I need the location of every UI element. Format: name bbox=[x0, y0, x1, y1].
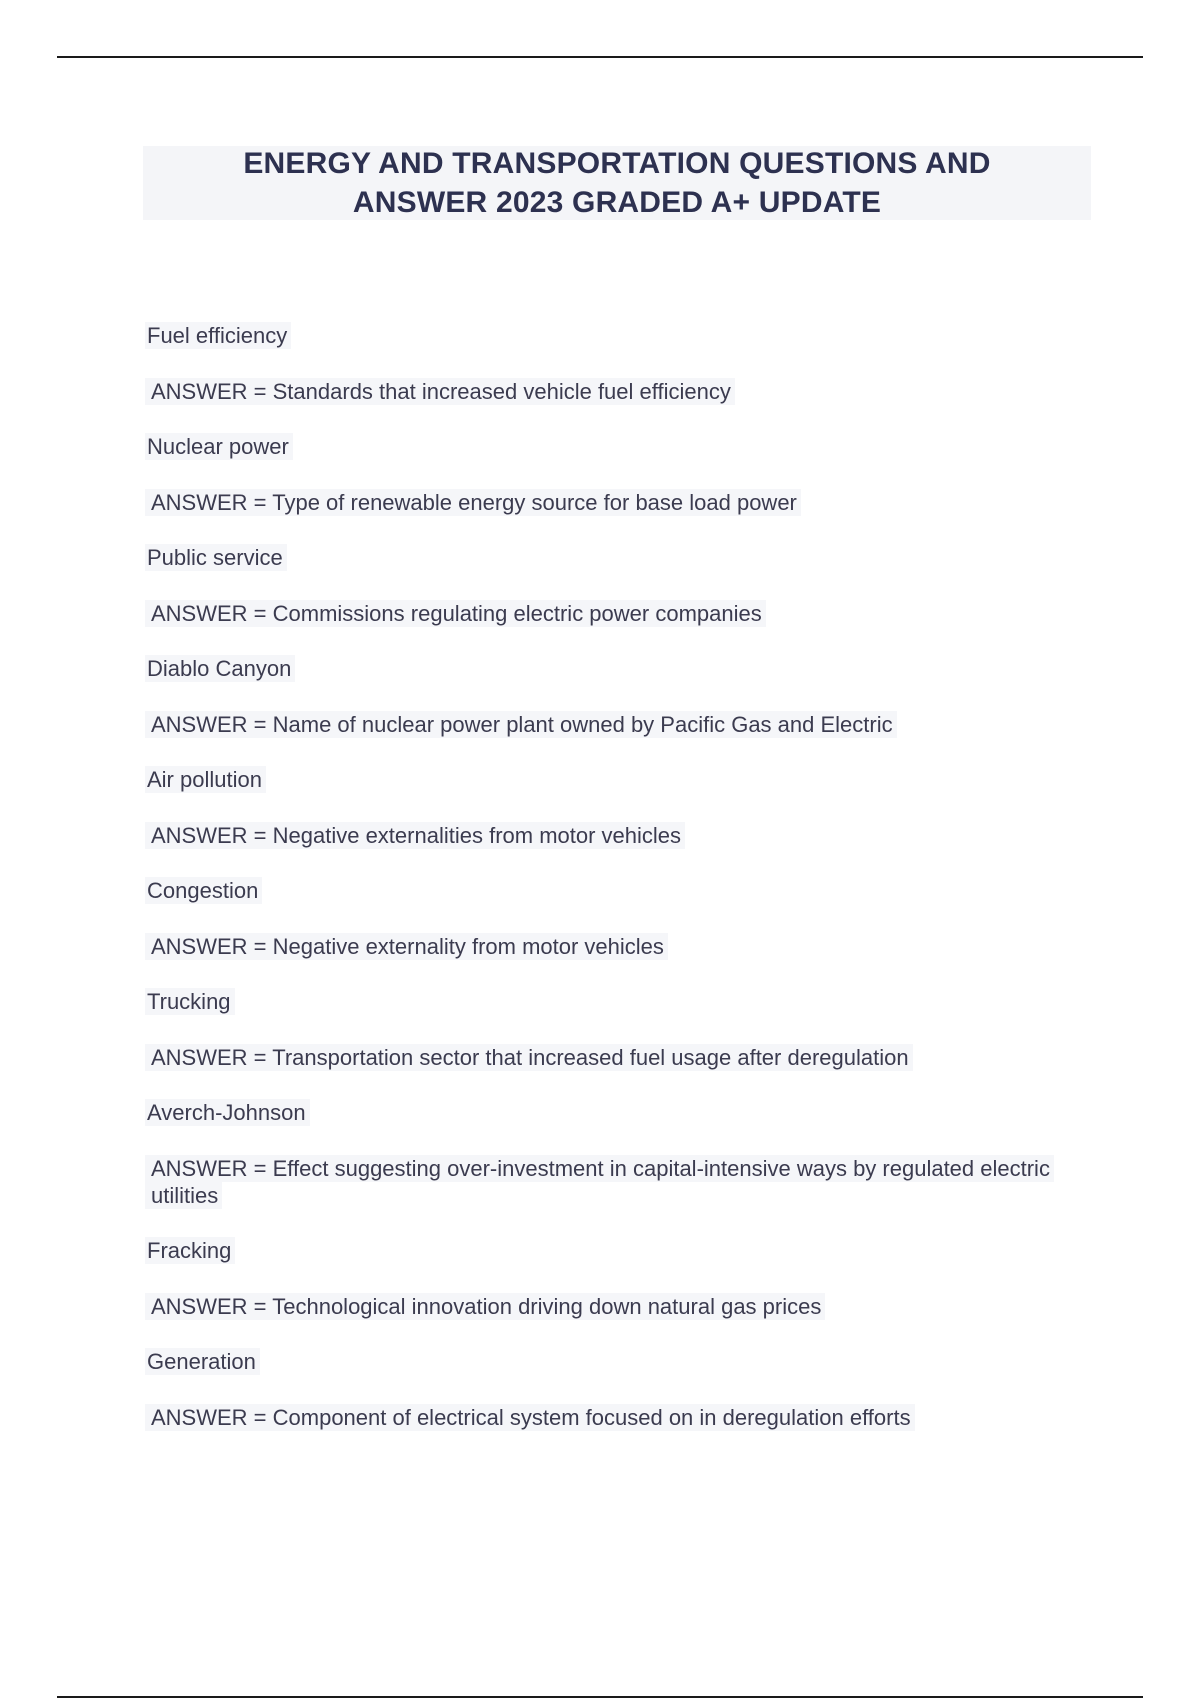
answer-text: ANSWER = Type of renewable energy source for base load power bbox=[145, 489, 801, 516]
question bbox=[145, 433, 1075, 460]
answer-text: ANSWER = Name of nuclear power plant owned by Pacific Gas and Electric bbox=[145, 711, 897, 738]
answer-text: ANSWER = Component of electrical system focused on in deregulation efforts bbox=[145, 1404, 915, 1431]
answer bbox=[145, 822, 1075, 849]
qa-item bbox=[145, 988, 1075, 1071]
question-text: Air pollution bbox=[145, 766, 266, 793]
title-line-2: ANSWER 2023 GRADED A+ UPDATE bbox=[352, 186, 882, 219]
question-text: Fracking bbox=[145, 1237, 235, 1264]
question bbox=[145, 544, 1075, 571]
question-text: Fuel efficiency bbox=[145, 322, 291, 349]
answer-text: ANSWER = Transportation sector that increased fuel usage after deregulation bbox=[145, 1044, 913, 1071]
qa-item bbox=[145, 877, 1075, 960]
answer bbox=[145, 378, 1075, 405]
bottom-rule bbox=[57, 1696, 1143, 1698]
answer bbox=[145, 1155, 1075, 1209]
answer bbox=[145, 933, 1075, 960]
answer bbox=[145, 600, 1075, 627]
qa-item bbox=[145, 655, 1075, 738]
question bbox=[145, 322, 1075, 349]
answer-text: ANSWER = Negative externality from motor vehicles bbox=[145, 933, 668, 960]
answer-text: ANSWER = Commissions regulating electric power companies bbox=[145, 600, 766, 627]
answer bbox=[145, 1293, 1075, 1320]
answer-text: ANSWER = Negative externalities from motor vehicles bbox=[145, 822, 685, 849]
question-text: Generation bbox=[145, 1348, 260, 1375]
answer bbox=[145, 1044, 1075, 1071]
answer-text: ANSWER = Technological innovation driving down natural gas prices bbox=[145, 1293, 825, 1320]
answer-text: ANSWER = Effect suggesting over-investment in capital-intensive ways by regulated electric utilities bbox=[145, 1155, 1054, 1209]
qa-item bbox=[145, 544, 1075, 627]
question bbox=[145, 877, 1075, 904]
document-title bbox=[143, 146, 1091, 220]
qa-item bbox=[145, 1237, 1075, 1320]
qa-item bbox=[145, 766, 1075, 849]
top-rule bbox=[57, 56, 1143, 58]
answer bbox=[145, 1404, 1075, 1431]
question-text: Averch-Johnson bbox=[145, 1099, 310, 1126]
question-text: Diablo Canyon bbox=[145, 655, 295, 682]
question bbox=[145, 1237, 1075, 1264]
qa-item bbox=[145, 322, 1075, 405]
question bbox=[145, 988, 1075, 1015]
question bbox=[145, 1348, 1075, 1375]
question bbox=[145, 766, 1075, 793]
question bbox=[145, 1099, 1075, 1126]
question-text: Public service bbox=[145, 544, 287, 571]
question bbox=[145, 655, 1075, 682]
answer-text: ANSWER = Standards that increased vehicle fuel efficiency bbox=[145, 378, 735, 405]
qa-list bbox=[145, 322, 1075, 1459]
title-line-1: ENERGY AND TRANSPORTATION QUESTIONS AND bbox=[243, 147, 991, 180]
qa-item bbox=[145, 433, 1075, 516]
question-text: Trucking bbox=[145, 988, 235, 1015]
qa-item bbox=[145, 1348, 1075, 1431]
question-text: Nuclear power bbox=[145, 433, 293, 460]
qa-item bbox=[145, 1099, 1075, 1209]
question-text: Congestion bbox=[145, 877, 262, 904]
answer bbox=[145, 711, 1075, 738]
answer bbox=[145, 489, 1075, 516]
